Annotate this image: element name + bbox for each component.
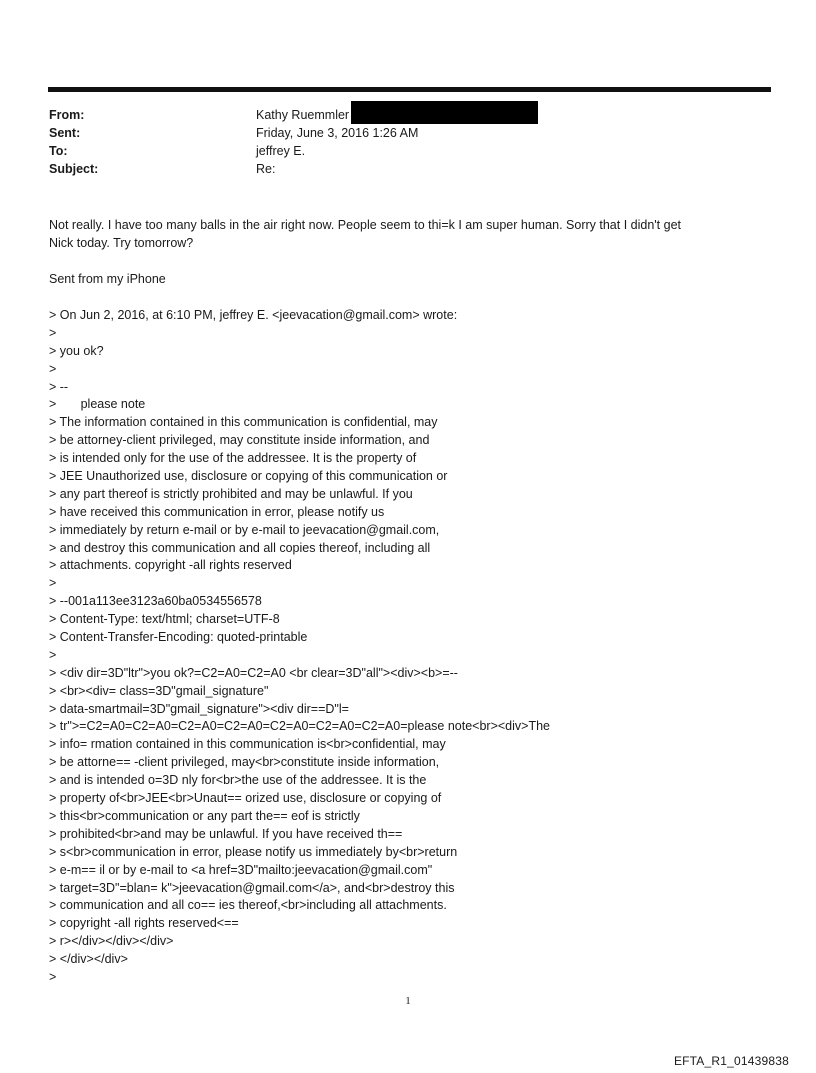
quoted-line: > Content-Transfer-Encoding: quoted-printable	[49, 630, 308, 645]
quoted-line: > --001a113ee3123a60ba0534556578	[49, 594, 262, 609]
quoted-line: > </div></div>	[49, 952, 128, 967]
quoted-line: > you ok?	[49, 343, 104, 358]
quoted-line: > e-m== il or by e-mail to <a href=3D"mailto:jeevacation@gmail.com"	[49, 862, 433, 877]
quoted-line: > any part thereof is strictly prohibited and may be unlawful. If you	[49, 486, 413, 501]
to-label: To:	[49, 144, 68, 158]
quoted-line: > property of<br>JEE<br>Unaut== orized use, disclosure or copying of	[49, 791, 442, 806]
quoted-line: > copyright -all rights reserved<==	[49, 916, 239, 931]
quoted-line: >	[49, 647, 57, 662]
quoted-line: > r></div></div></div>	[49, 934, 174, 949]
signature: Sent from my iPhone	[49, 272, 166, 286]
quoted-line: > tr">=C2=A0=C2=A0=C2=A0=C2=A0=C2=A0=C2=A0=C2=A0=please note<br><div>The	[49, 719, 550, 734]
quoted-line: > JEE Unauthorized use, disclosure or copying of this communication or	[49, 469, 448, 484]
quoted-line: > target=3D"=blan= k">jeevacation@gmail.com</a>, and<br>destroy this	[49, 880, 455, 895]
quoted-line: > be attorney-client privileged, may constitute inside information, and	[49, 433, 430, 448]
sent-row	[49, 124, 769, 142]
quoted-line: > <div dir=3D"ltr">you ok?=C2=A0=C2=A0 <br clear=3D"all"><div><b>=--	[49, 665, 458, 680]
quoted-message	[49, 306, 769, 986]
header-rule	[48, 87, 771, 92]
quoted-line: > Content-Type: text/html; charset=UTF-8	[49, 612, 280, 627]
quoted-line: > attachments. copyright -all rights reserved	[49, 558, 292, 573]
quoted-line: > --	[49, 379, 69, 394]
quoted-line: > <br><div= class=3D"gmail_signature"	[49, 683, 269, 698]
from-label: From:	[49, 108, 85, 122]
body-text-line-1: Not really. I have too many balls in the air right now. People seem to thi=k I am super human. Sorry that I didn't get	[49, 218, 681, 232]
quoted-line: > s<br>communication in error, please notify us immediately by<br>return	[49, 844, 458, 859]
document-id: EFTA_R1_01439838	[673, 1054, 789, 1068]
quoted-line: > On Jun 2, 2016, at 6:10 PM, jeffrey E. <jeevacation@gmail.com> wrote:	[49, 308, 458, 322]
quoted-line: > have received this communication in error, please notify us	[49, 504, 385, 519]
quoted-line: > info= rmation contained in this communication is<br>confidential, may	[49, 737, 446, 752]
quoted-line: >	[49, 361, 57, 376]
quoted-line: > this<br>communication or any part the== eof is strictly	[49, 808, 360, 823]
sent-value: Friday, June 3, 2016 1:26 AM	[256, 126, 419, 140]
from-value: Kathy Ruemmler	[256, 108, 350, 122]
quoted-line: > please note	[49, 397, 146, 412]
quoted-line: > The information contained in this communication is confidential, may	[49, 415, 438, 430]
quoted-line: >	[49, 969, 57, 984]
body-text-line-2: Nick today. Try tomorrow?	[49, 236, 194, 250]
page-number: 1	[405, 995, 411, 1007]
subject-row	[49, 160, 769, 178]
quoted-line: > communication and all co== ies thereof,<br>including all attachments.	[49, 898, 447, 913]
sent-label: Sent:	[49, 126, 81, 140]
quoted-line: > data-smartmail=3D"gmail_signature"><div dir==D"l=	[49, 701, 349, 716]
quoted-line: > be attorne== -client privileged, may<br>constitute inside information,	[49, 755, 440, 770]
email-header-block	[49, 106, 769, 178]
to-row	[49, 142, 769, 160]
quoted-line: > prohibited<br>and may be unlawful. If you have received th==	[49, 826, 403, 841]
quoted-line: > and is intended o=3D nly for<br>the use of the addressee. It is the	[49, 773, 427, 788]
quoted-line: >	[49, 325, 57, 340]
quoted-line: > and destroy this communication and all copies thereof, including all	[49, 540, 431, 555]
quoted-line: > is intended only for the use of the addressee. It is the property of	[49, 451, 417, 466]
to-value: jeffrey E.	[256, 144, 306, 158]
quoted-line: >	[49, 576, 57, 591]
subject-value: Re:	[256, 162, 276, 176]
quoted-line: > immediately by return e-mail or by e-mail to jeevacation@gmail.com,	[49, 522, 440, 537]
redaction-box	[351, 101, 538, 124]
email-body	[49, 216, 769, 986]
from-row	[49, 106, 769, 124]
subject-label: Subject:	[49, 162, 99, 176]
